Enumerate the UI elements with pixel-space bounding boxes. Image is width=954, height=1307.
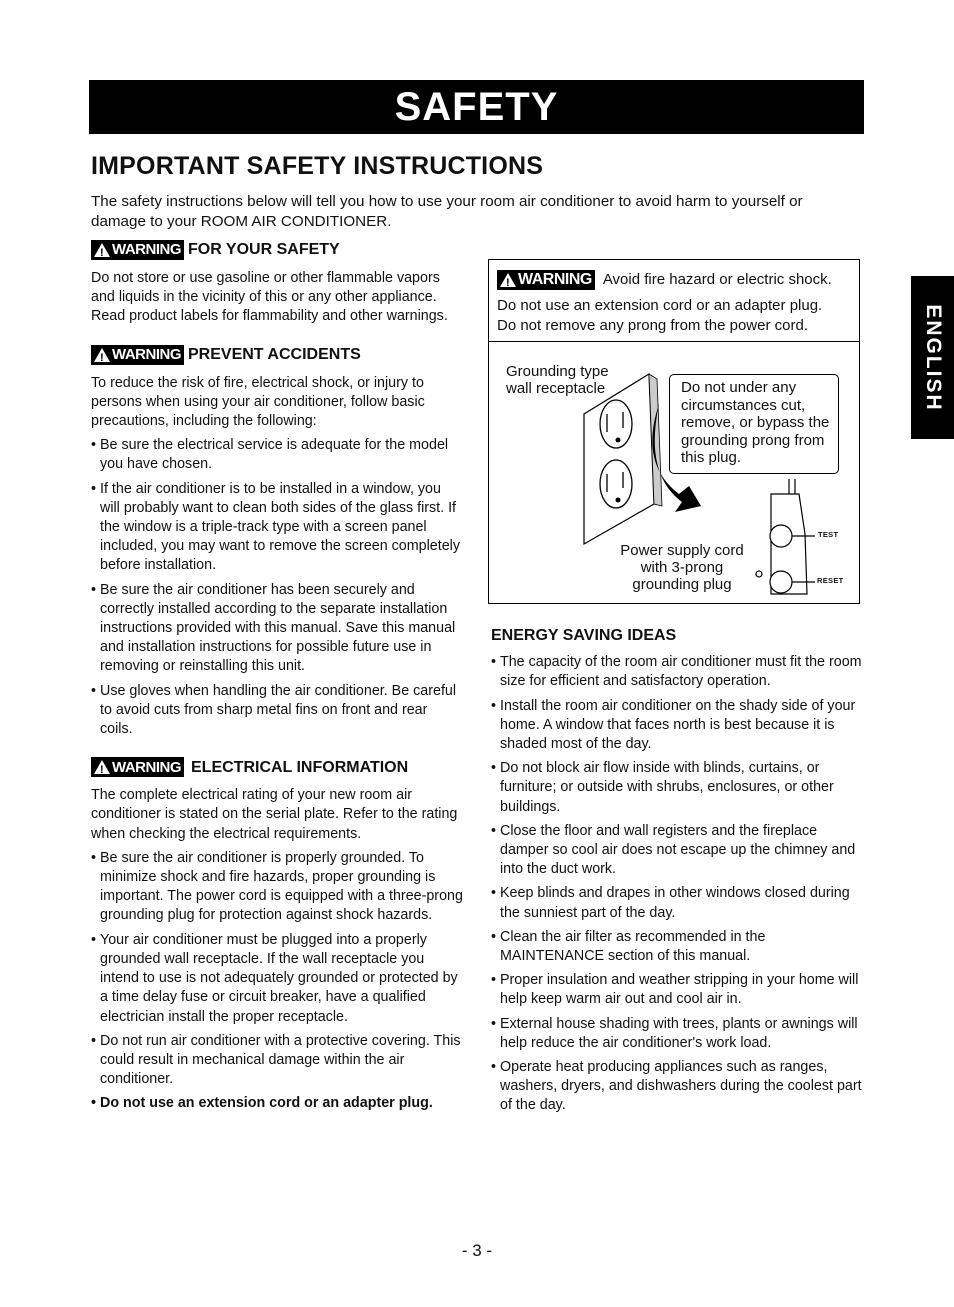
- list-item: • If the air conditioner is to be installed in a window, you will probably want to clean both sides of the glass first. If the window is a triple-track type with a screen panel included, you may want to remove the screen completely before installation.: [91, 480, 463, 576]
- intro-text: The safety instructions below will tell you how to use your room air conditioner to avoid harm to yourself or damage to your ROOM AIR CONDITIONER.: [91, 193, 803, 230]
- wall-receptacle-icon: [584, 374, 662, 544]
- cord-label: Power supply cord with 3-prong grounding plug: [620, 542, 744, 593]
- electrical-list: [91, 849, 463, 1114]
- list-item: • Be sure the air conditioner has been securely and correctly installed according to the separate installation instructions provided with this manual. Save this manual and installation instructions for possible future use in removing or reinstalling this unit.: [91, 581, 463, 677]
- list-item: • Operate heat producing appliances such as ranges, washers, dryers, and dishwashers during the coolest part of the day.: [491, 1058, 863, 1116]
- list-item: • The capacity of the room air conditioner must fit the room size for efficient and satisfactory operation.: [491, 653, 863, 691]
- test-label: TEST: [818, 530, 839, 539]
- warning-panel-text: ! WARNING Avoid fire hazard or electric shock. Do not use an extension cord or an adapter plug. Do not remove any prong from the power cord.: [489, 260, 859, 342]
- list-item: • Be sure the electrical service is adequate for the model you have chosen.: [91, 436, 463, 474]
- page-number: - 3 -: [461, 1241, 493, 1260]
- warning-triangle-icon: [94, 348, 110, 362]
- warning-badge: ! WARNING: [91, 240, 184, 260]
- safety-heading: ! WARNING FOR YOUR SAFETY: [91, 240, 463, 260]
- page-title: IMPORTANT SAFETY INSTRUCTIONS: [91, 152, 544, 180]
- accidents-list: [91, 436, 463, 739]
- list-item: • Do not block air flow inside with blinds, curtains, or furniture; or outside with shrubs, enclosures, or other buildings.: [491, 759, 863, 817]
- left-column: [91, 240, 463, 1119]
- list-item: • Proper insulation and weather stripping in your home will help keep warm air out and cool air in.: [491, 971, 863, 1009]
- section-banner: SAFETY: [89, 80, 864, 134]
- safety-body: Do not store or use gasoline or other flammable vapors and liquids in the vicinity of this or any other appliance. Read product labels for flammability and other warnings.: [91, 270, 448, 325]
- list-item-bold: • Do not use an extension cord or an adapter plug.: [91, 1094, 463, 1113]
- reset-label: RESET: [817, 576, 844, 585]
- list-item: • Close the floor and wall registers and the fireplace damper so cool air does not escape up the chimney and into the duct work.: [491, 822, 863, 880]
- list-item: • Clean the air filter as recommended in the MAINTENANCE section of this manual.: [491, 928, 863, 966]
- list-item: • Install the room air conditioner on the shady side of your home. A window that faces north is best because it is shaded most of the day.: [491, 697, 863, 755]
- energy-heading: ENERGY SAVING IDEAS: [491, 627, 677, 644]
- warning-triangle-icon: [94, 243, 110, 257]
- warning-badge: ! WARNING: [91, 345, 184, 365]
- electrical-heading: ! WARNING ELECTRICAL INFORMATION: [91, 757, 463, 777]
- grounding-callout: Do not under any circumstances cut, remove, or bypass the grounding prong from this plug.: [669, 374, 839, 474]
- warning-triangle-icon: [94, 760, 110, 774]
- list-item: • Be sure the air conditioner is properly grounded. To minimize shock and fire hazards, proper grounding is important. The power cord is equipped with a three-prong grounding plug for protection against shock hazards.: [91, 849, 463, 926]
- list-item: • Do not run air conditioner with a protective covering. This could result in mechanical damage within the air conditioner.: [91, 1032, 463, 1090]
- electrical-body: The complete electrical rating of your new room air conditioner is stated on the serial plate. Refer to the rating when checking the electrical requirements.: [91, 787, 458, 842]
- right-column: [491, 626, 863, 1121]
- accidents-body: To reduce the risk of fire, electrical shock, or injury to persons when using your air conditioner, follow basic precautions, including the following:: [91, 374, 425, 430]
- warning-panel: [488, 259, 860, 604]
- receptacle-label: Grounding type wall receptacle: [506, 363, 609, 397]
- list-item: • External house shading with trees, plants or awnings will help reduce the air conditioner's work load.: [491, 1015, 863, 1053]
- accidents-heading: ! WARNING PREVENT ACCIDENTS: [91, 345, 463, 365]
- energy-list: [491, 653, 863, 1115]
- plug-diagram: [489, 344, 858, 602]
- list-item: • Your air conditioner must be plugged into a properly grounded wall receptacle. If the wall receptacle you intend to use is not adequately grounded or protected by a time delay fuse or circuit breaker, have a qualified electrician install the proper receptacle.: [91, 931, 463, 1027]
- language-tab: ENGLISH: [911, 276, 954, 439]
- list-item: • Use gloves when handling the air conditioner. Be careful to avoid cuts from sharp metal fins on front and rear coils.: [91, 682, 463, 740]
- warning-badge: ! WARNING: [497, 270, 595, 290]
- list-item: • Keep blinds and drapes in other windows closed during the sunniest part of the day.: [491, 884, 863, 922]
- warning-triangle-icon: [500, 273, 516, 287]
- warning-badge: ! WARNING: [91, 757, 184, 777]
